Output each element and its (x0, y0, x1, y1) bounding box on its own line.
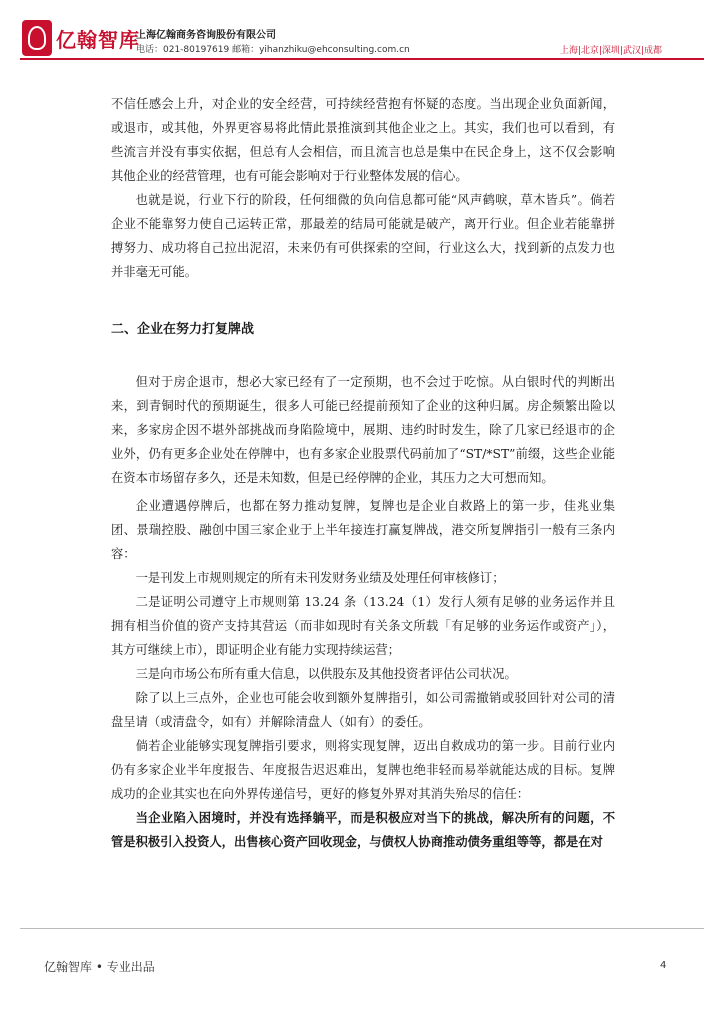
company-logo (22, 20, 140, 56)
paragraph-1: 不信任感会上升，对企业的安全经营，可持续经营抱有怀疑的态度。当出现企业负面新闻，或退市，或其他，外界更容易将此情此景推演到其他企业之上。其实，我们也可以看到，有些流言并没有事实依据，但总有人会相信，而且流言也总是集中在民企身上，这不仅会影响其他企业的经营管理，也有可能会影响对于行业整体发展的信心。 (111, 97, 615, 183)
page-header (0, 0, 724, 66)
header-divider (20, 58, 704, 60)
company-name: 上海亿翰商务咨询股份有限公司 (136, 30, 276, 41)
page-number: 4 (660, 960, 667, 971)
paragraph-4: 企业遭遇停牌后，也都在努力推动复牌，复牌也是企业自救路上的第一步，佳兆业集团、景瑞控股、融创中国三家企业于上半年接连打赢复牌战，港交所复牌指引一般有三条内容： (111, 499, 615, 561)
paragraph-9: 倘若企业能够实现复牌指引要求，则将实现复牌，迈出自救成功的第一步。目前行业内仍有多家企业半年度报告、年度报告迟迟难出，复牌也绝非轻而易举就能达成的目标。复牌成功的企业其实也在向外界传递信号，更好的修复外界对其消失殆尽的信任： (111, 739, 615, 801)
paragraph-3: 但对于房企退市，想必大家已经有了一定预期，也不会过于吃惊。从白银时代的判断出来，到青铜时代的预期诞生，很多人可能已经提前预知了企业的这种归属。房企频繁出险以来，多家房企因不堪外部挑战而身陷险境中，展期、违约时时发生，除了几家已经退市的企业外，仍有更多企业处在停牌中，也有多家企业股票代码前加了“ST/*ST”前缀，这些企业能在资本市场留存多久，还是未知数，但是已经停牌的企业，其压力之大可想而知。 (111, 375, 615, 485)
footer-divider (20, 928, 704, 929)
logo-text: 亿翰智库 (56, 28, 140, 52)
document-body (111, 92, 615, 854)
contact-info: 电话：021-80197619 邮箱：yihanzhiku@ehconsulting.com.cn (136, 45, 410, 55)
section-heading: 二、企业在努力打复牌战 (111, 322, 255, 337)
logo-icon (22, 20, 52, 56)
paragraph-2: 也就是说，行业下行的阶段，任何细微的负向信息都可能“风声鹤唳，草木皆兵”。倘若企业不能靠努力使自己运转正常，那最差的结局可能就是破产，离开行业。但企业若能靠拼搏努力、成功将自己拉出泥沼，未来仍有可供探索的空间，行业这么大，找到新的点发力也并非毫无可能。 (111, 193, 615, 279)
paragraph-7: 三是向市场公布所有重大信息，以供股东及其他投资者评估公司状况。 (135, 667, 517, 681)
footer-brand: 亿翰智库 • 专业出品 (44, 960, 155, 974)
paragraph-8: 除了以上三点外，企业也可能会收到额外复牌指引，如公司需撤销或驳回针对公司的清盘呈请（或清盘令，如有）并解除清盘人（如有）的委任。 (111, 691, 615, 729)
office-cities: 上海|北京|深圳|武汉|成都 (559, 46, 662, 56)
paragraph-5: 一是刊发上市规则规定的所有未刊发财务业绩及处理任何审核修订； (135, 571, 505, 585)
paragraph-6: 二是证明公司遵守上市规则第 13.24 条（13.24（1）发行人须有足够的业务运作并且拥有相当价值的资产支持其营运（而非如现时有关条文所载「有足够的业务运作或资产」），其方可继续上市），即证明企业有能力实现持续运营； (111, 595, 615, 657)
paragraph-10: 当企业陷入困境时，并没有选择躺平，而是积极应对当下的挑战，解决所有的问题，不管是积极引入投资人，出售核心资产回收现金，与债权人协商推动债务重组等等，都是在对 (111, 810, 615, 849)
